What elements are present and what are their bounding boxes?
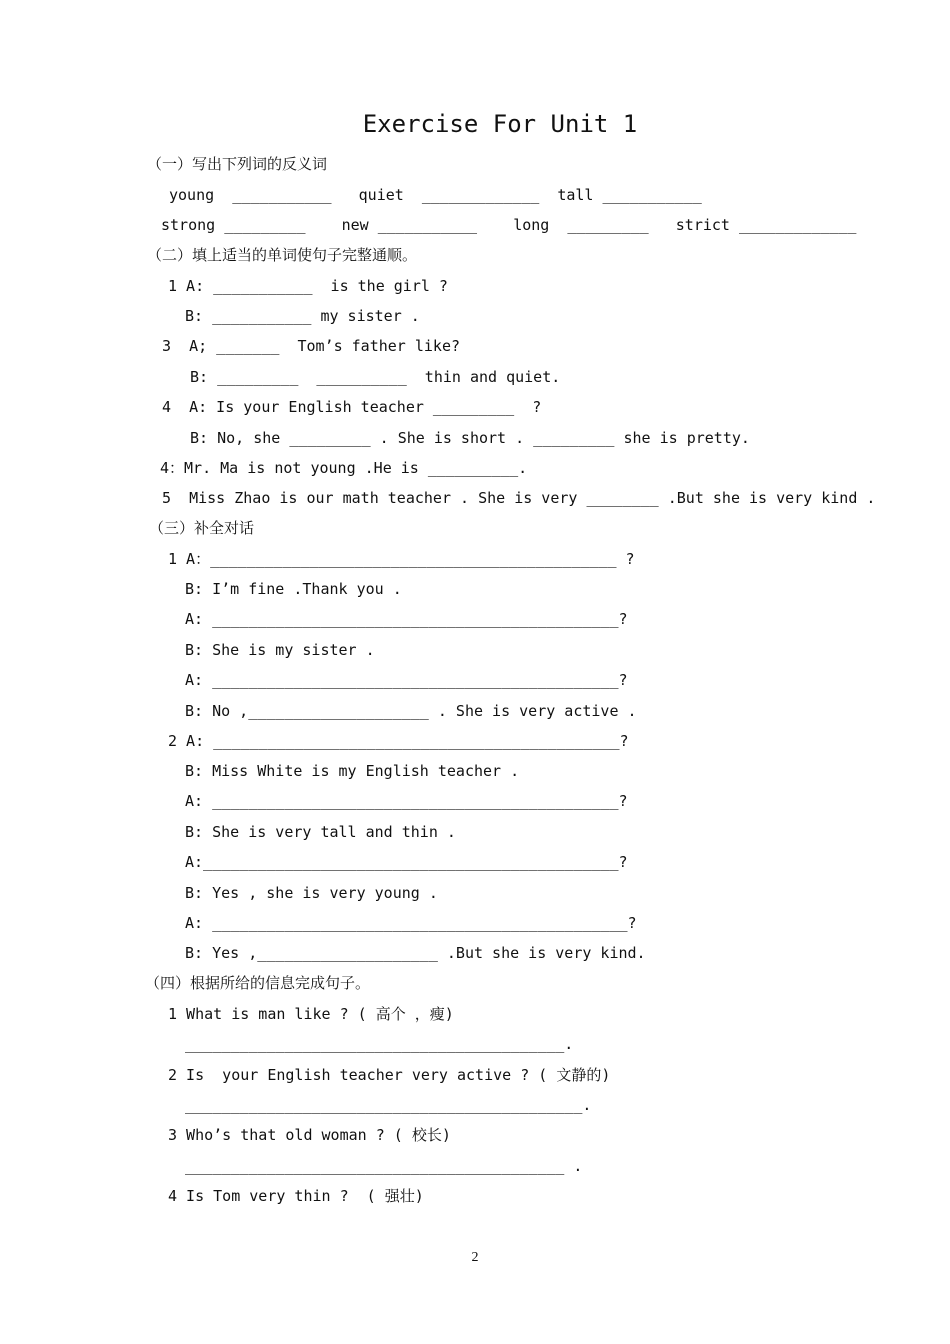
antonym-row-1: young ___________ quiet _____________ tall ___________ [169, 186, 702, 204]
fill-line: 4：Mr. Ma is not young .He is __________. [160, 459, 528, 477]
dialog-line: B: She is my sister . [185, 641, 375, 659]
prompt-line: 2 Is your English teacher very active ? ( 文静的) [168, 1066, 611, 1084]
dialog-line: 1 A：_____________________________________________ ? [168, 550, 635, 568]
dialog-line: A: _____________________________________________? [185, 792, 628, 810]
fill-line: B: _________ __________ thin and quiet. [190, 368, 561, 386]
dialog-line: A: _____________________________________________? [185, 671, 628, 689]
antonym-row-2: strong _________ new ___________ long _________ strict _____________ [161, 216, 857, 234]
prompt-line: 3 Who’s that old woman ? ( 校长) [168, 1126, 451, 1144]
answer-line: ____________________________________________. [185, 1096, 592, 1114]
dialog-line: A:______________________________________________? [185, 853, 628, 871]
answer-line: __________________________________________. [185, 1035, 574, 1053]
page-number: 2 [471, 1250, 479, 1265]
prompt-line: 1 What is man like ? ( 高个 ，瘦) [168, 1005, 454, 1023]
dialog-line: B: She is very tall and thin . [185, 823, 456, 841]
dialog-line: 2 A: _____________________________________________? [168, 732, 629, 750]
dialog-line: B: Yes , she is very young . [185, 884, 438, 902]
dialog-line: A: _____________________________________________? [185, 610, 628, 628]
section-4-heading: （四）根据所给的信息完成句子。 [145, 974, 371, 992]
dialog-line: A: ______________________________________________? [185, 914, 637, 932]
dialog-line: B: Miss White is my English teacher . [185, 762, 520, 780]
fill-line: 1 A: ___________ is the girl ? [168, 277, 448, 295]
dialog-line: B: I’m fine .Thank you . [185, 580, 402, 598]
section-1-heading: （一）写出下列词的反义词 [147, 155, 328, 173]
page-title: Exercise For Unit 1 [362, 110, 638, 138]
dialog-line: B: No ,____________________ . She is very active . [185, 702, 637, 720]
section-3-heading: （三）补全对话 [149, 519, 255, 537]
fill-line: 4 A: Is your English teacher _________ ? [162, 398, 542, 416]
fill-line: 3 A; _______ Tom’s father like? [162, 337, 461, 355]
fill-line: B: No, she _________ . She is short . _________ she is pretty. [190, 429, 750, 447]
dialog-line: B: Yes ,____________________ .But she is very kind. [185, 944, 646, 962]
fill-line: 5 Miss Zhao is our math teacher . She is very ________ .But she is very kind . [162, 489, 876, 507]
section-2-heading: （二）填上适当的单词使句子完整通顺。 [147, 246, 418, 264]
fill-line: B: ___________ my sister . [185, 307, 420, 325]
answer-line: __________________________________________ . [185, 1157, 583, 1175]
prompt-line: 4 Is Tom very thin ? ( 强壮) [168, 1187, 424, 1205]
